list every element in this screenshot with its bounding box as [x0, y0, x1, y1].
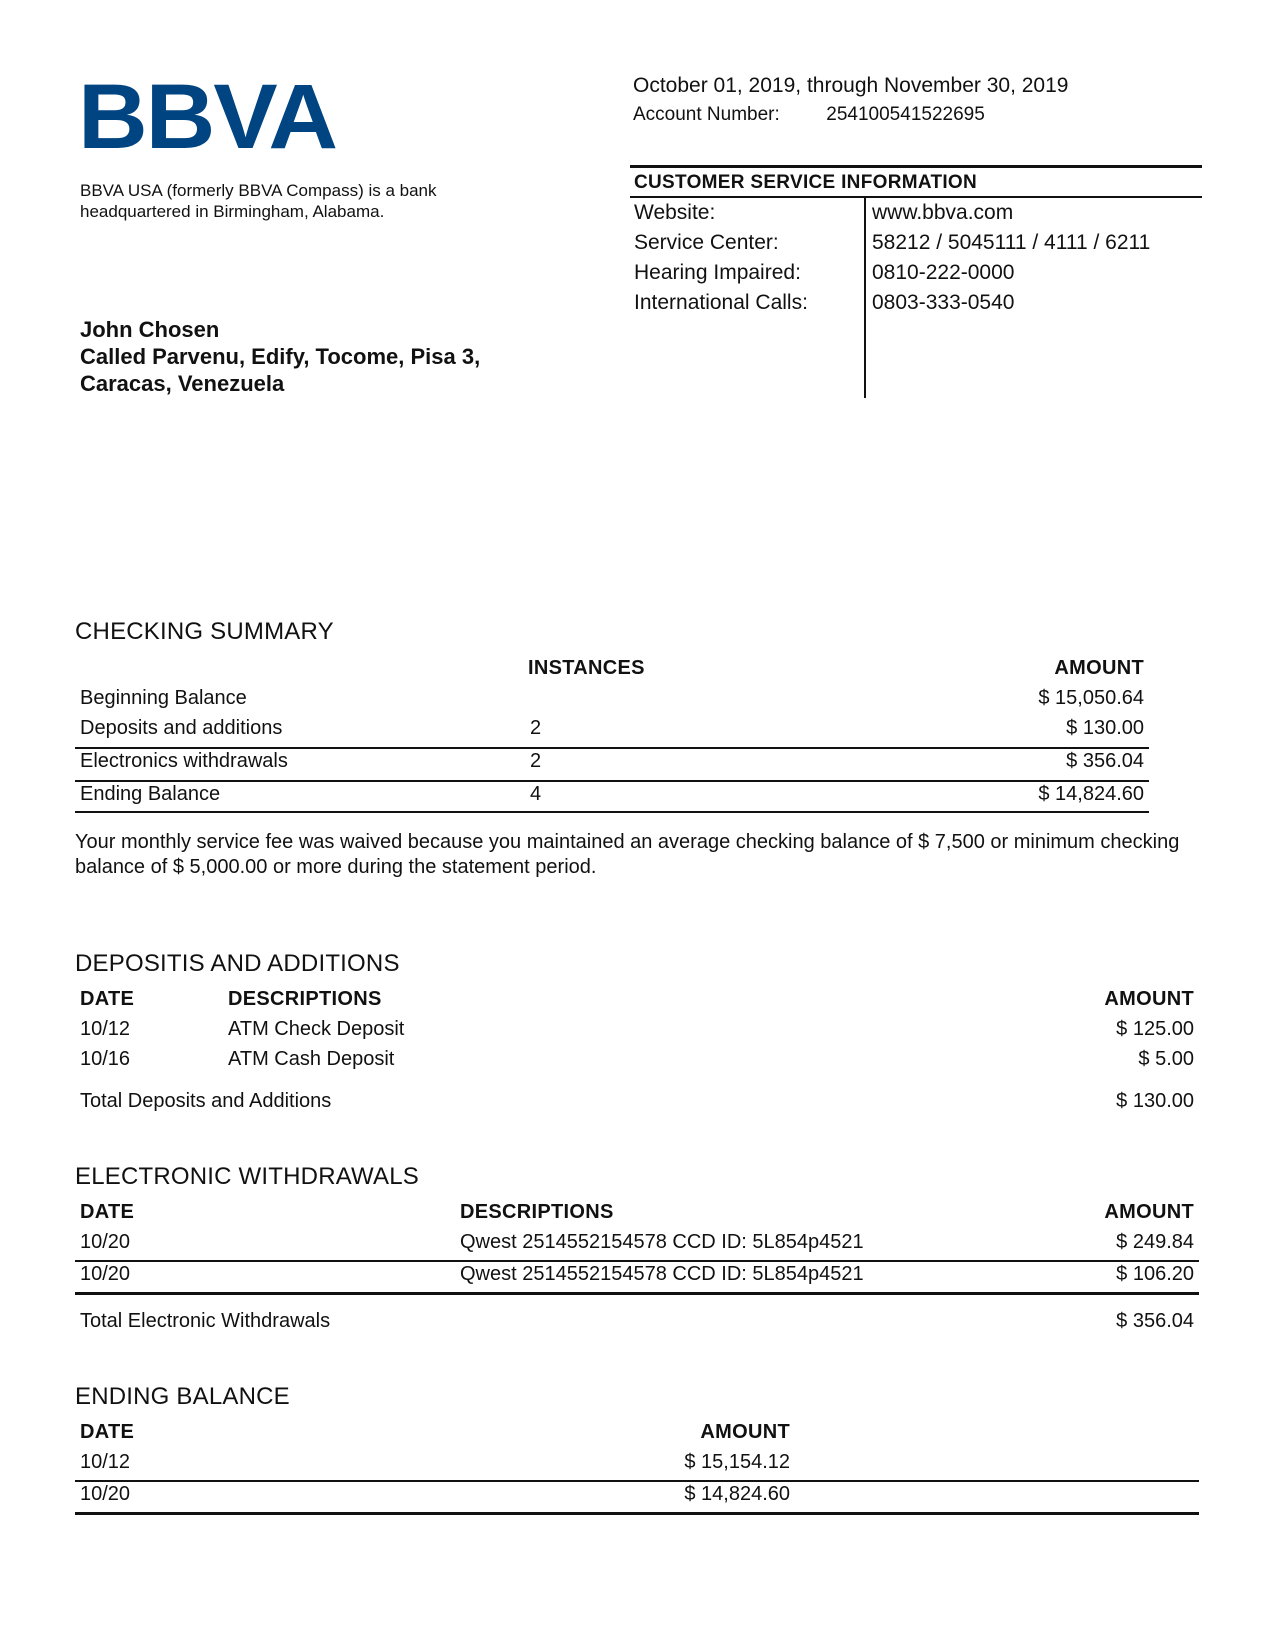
row-divider	[75, 811, 1149, 813]
customer-service-divider	[864, 197, 866, 398]
deposit-date: 10/16	[80, 1048, 131, 1070]
col-header-amount: AMOUNT	[1054, 657, 1144, 679]
cs-label: Hearing Impaired:	[634, 261, 801, 284]
summary-amount: $ 15,050.64	[1038, 687, 1144, 709]
cs-row-website	[630, 198, 1202, 228]
summary-label: Ending Balance	[80, 783, 221, 805]
row-divider	[75, 1512, 1199, 1515]
col-header-descriptions: DESCRIPTIONS	[460, 1201, 614, 1223]
withdrawal-amount: $ 249.84	[1116, 1231, 1194, 1253]
account-number-label: Account Number:	[633, 104, 780, 125]
deposits-title: DEPOSITIS AND ADDITIONS	[75, 950, 400, 977]
col-header-instances: INSTANCES	[528, 657, 645, 679]
ending-balance-amount: $ 14,824.60	[684, 1483, 790, 1505]
statement-period: October 01, 2019, through November 30, 2019	[633, 74, 1069, 97]
bbva-logo	[78, 70, 338, 160]
bank-description: BBVA USA (formerly BBVA Compass) is a bank headquartered in Birmingham, Alabama.	[80, 181, 437, 221]
deposit-description: ATM Cash Deposit	[228, 1048, 395, 1070]
customer-address-block	[80, 316, 480, 397]
customer-service-box	[630, 165, 1202, 398]
withdrawals-total-label: Total Electronic Withdrawals	[80, 1310, 331, 1332]
service-fee-note: Your monthly service fee was waived because you maintained an average checking balance of $ 7,500 or minimum checking balance of $ 5,000.00 or more during the statement period.	[75, 831, 1180, 878]
withdrawal-description: Qwest 2514552154578 CCD ID: 5L854p4521	[460, 1231, 864, 1253]
cs-label: Website:	[634, 201, 716, 224]
withdrawal-date: 10/20	[80, 1231, 131, 1253]
ending-balance-amount: $ 15,154.12	[684, 1451, 790, 1473]
summary-label: Beginning Balance	[80, 687, 247, 709]
cs-label: Service Center:	[634, 231, 779, 254]
col-header-date: DATE	[80, 1201, 135, 1223]
deposits-total-amount: $ 130.00	[1116, 1090, 1194, 1112]
deposit-date: 10/12	[80, 1018, 131, 1040]
summary-instances: 2	[530, 717, 542, 739]
col-header-date: DATE	[80, 1421, 135, 1443]
row-divider	[75, 1292, 1199, 1295]
customer-name: John Chosen	[80, 317, 220, 342]
summary-instances: 2	[530, 750, 542, 772]
summary-instances: 4	[530, 783, 542, 805]
withdrawal-date: 10/20	[80, 1263, 131, 1285]
cs-row-hearing-impaired	[630, 258, 1202, 288]
col-header-date: DATE	[80, 988, 135, 1010]
row-divider	[75, 1260, 1199, 1262]
customer-service-title: CUSTOMER SERVICE INFORMATION	[630, 165, 1202, 198]
withdrawals-total-amount: $ 356.04	[1116, 1310, 1194, 1332]
ending-balance-date: 10/20	[80, 1483, 131, 1505]
row-divider	[75, 1480, 1199, 1482]
deposits-total-label: Total Deposits and Additions	[80, 1090, 332, 1112]
cs-website-link[interactable]: www.bbva.com	[872, 201, 1014, 224]
summary-amount: $ 130.00	[1066, 717, 1144, 739]
col-header-amount: AMOUNT	[1104, 1201, 1194, 1223]
row-divider	[75, 747, 1149, 749]
customer-address-line2: Caracas, Venezuela	[80, 371, 285, 396]
deposit-amount: $ 5.00	[1138, 1048, 1194, 1070]
ending-balance-title: ENDING BALANCE	[75, 1383, 290, 1410]
summary-label: Deposits and additions	[80, 717, 283, 739]
withdrawals-title: ELECTRONIC WITHDRAWALS	[75, 1163, 419, 1190]
summary-amount: $ 356.04	[1066, 750, 1144, 772]
svg-text:BBVA: BBVA	[78, 70, 337, 160]
cs-value: 0803-333-0540	[872, 291, 1015, 314]
account-number-value: 254100541522695	[826, 104, 985, 125]
account-number-line	[633, 104, 985, 126]
withdrawal-amount: $ 106.20	[1116, 1263, 1194, 1285]
checking-summary-title: CHECKING SUMMARY	[75, 618, 334, 645]
withdrawal-description: Qwest 2514552154578 CCD ID: 5L854p4521	[460, 1263, 864, 1285]
ending-balance-date: 10/12	[80, 1451, 131, 1473]
deposit-amount: $ 125.00	[1116, 1018, 1194, 1040]
cs-value: 58212 / 5045111 / 4111 / 6211	[872, 231, 1151, 254]
col-header-amount: AMOUNT	[700, 1421, 790, 1443]
customer-address-line1: Called Parvenu, Edify, Tocome, Pisa 3,	[80, 344, 481, 369]
cs-value: 0810-222-0000	[872, 261, 1015, 284]
col-header-descriptions: DESCRIPTIONS	[228, 988, 382, 1010]
summary-label: Electronics withdrawals	[80, 750, 288, 772]
summary-amount: $ 14,824.60	[1038, 783, 1144, 805]
row-divider	[75, 780, 1149, 782]
cs-row-service-center	[630, 228, 1202, 258]
deposit-description: ATM Check Deposit	[228, 1018, 405, 1040]
col-header-amount: AMOUNT	[1104, 988, 1194, 1010]
cs-label: International Calls:	[634, 291, 808, 314]
cs-row-international-calls	[630, 288, 1202, 318]
